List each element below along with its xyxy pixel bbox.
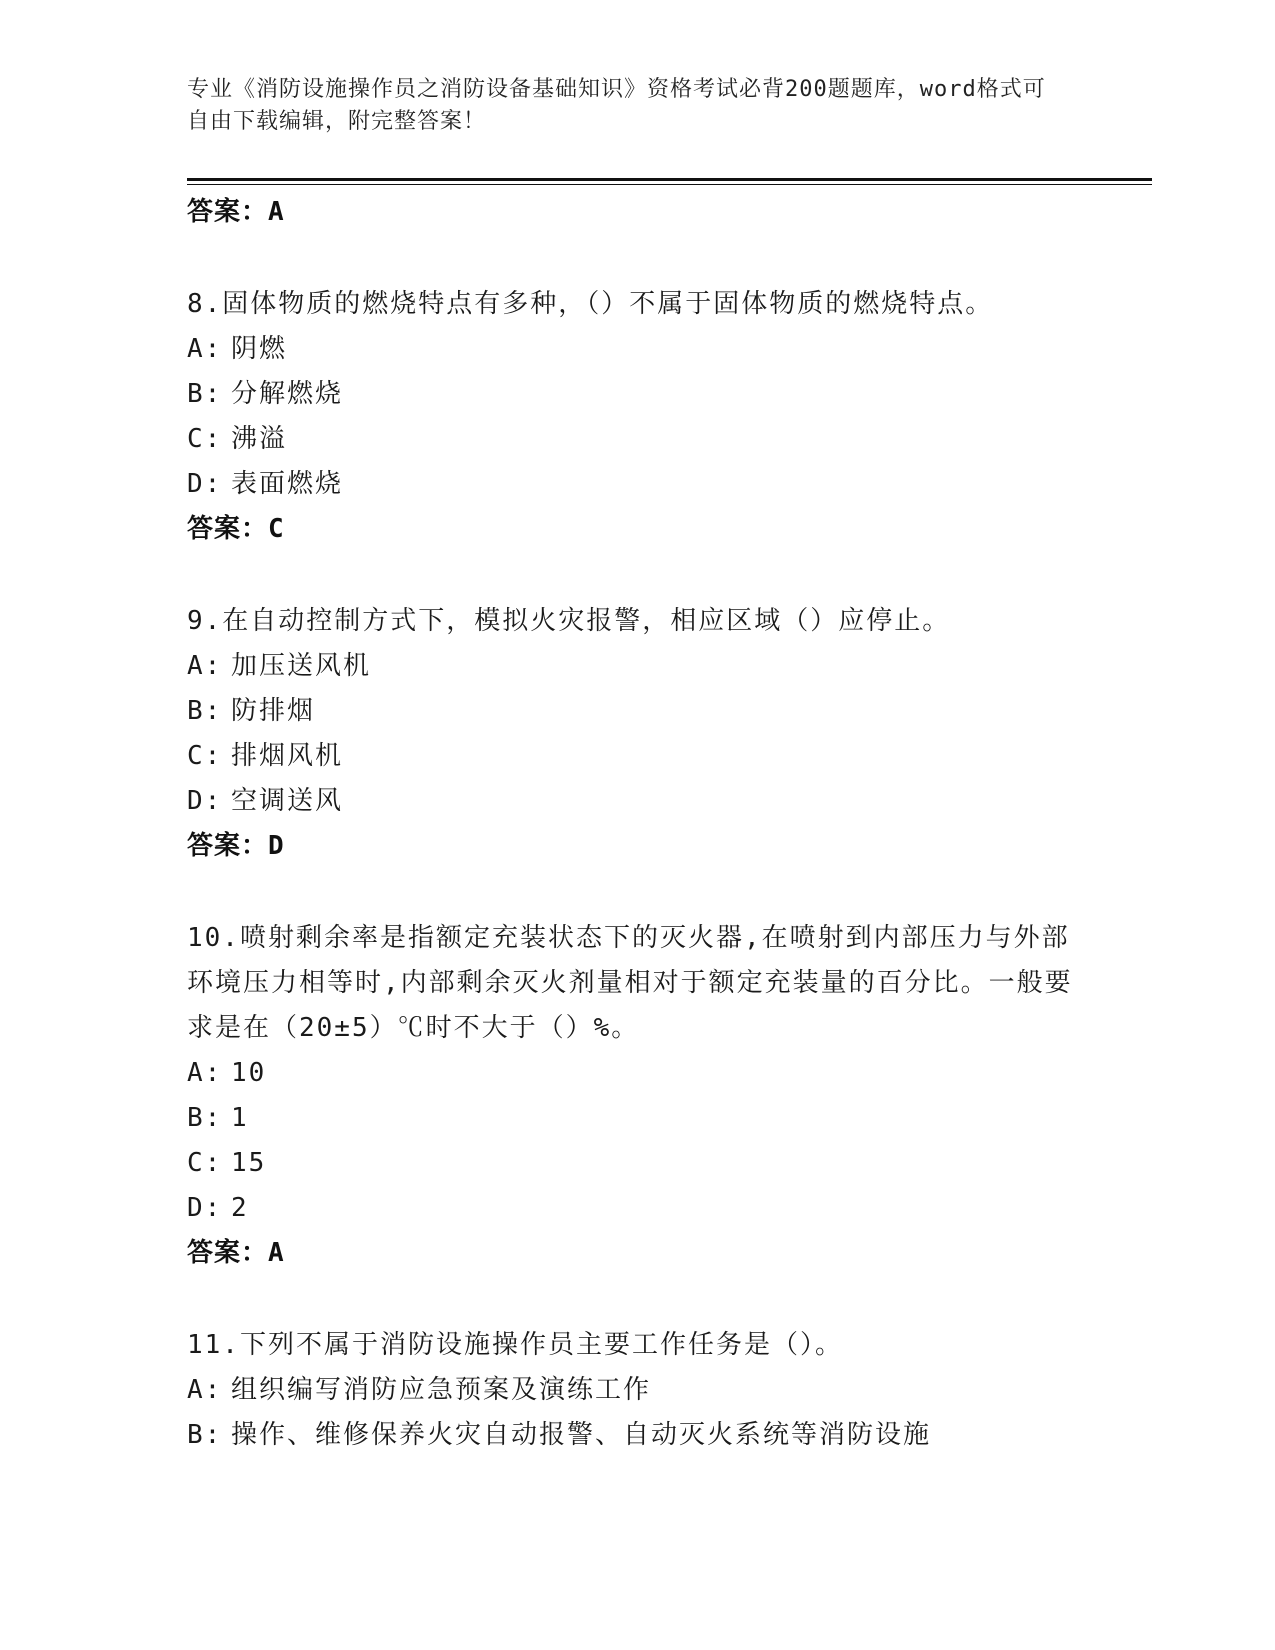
question-8 [187, 282, 1087, 551]
header-rule-thick [187, 178, 1152, 181]
option-a [187, 1051, 1087, 1096]
option-text: 排烟风机 [231, 741, 344, 771]
option-c [187, 1141, 1087, 1186]
question-9 [187, 599, 1087, 868]
option-d [187, 779, 1087, 824]
option-c [187, 734, 1087, 779]
option-text: 表面燃烧 [231, 469, 344, 499]
answer-line: 答案：C [187, 514, 285, 544]
answer-line: 答案：A [187, 1238, 285, 1268]
option-letter: D: [187, 469, 223, 499]
option-letter: A: [187, 1375, 223, 1405]
option-text: 15 [231, 1148, 267, 1178]
question-text: 11.下列不属于消防设施操作员主要工作任务是（）。 [187, 1330, 843, 1360]
option-b [187, 1096, 1087, 1141]
question-text: 10.喷射剩余率是指额定充装状态下的灭火器,在喷射到内部压力与外部环境压力相等时,内部剩余灭火剂量相对于额定充装量的百分比。一般要求是在（20±5）℃时不大于（）%。 [187, 923, 1073, 1043]
option-letter: C: [187, 424, 223, 454]
option-text: 阴燃 [231, 334, 288, 364]
option-text: 10 [231, 1058, 267, 1088]
answer-line: 答案：D [187, 831, 285, 861]
option-letter: D: [187, 1193, 223, 1223]
option-b [187, 1413, 1087, 1458]
option-text: 2 [231, 1193, 249, 1223]
option-a [187, 644, 1087, 689]
option-text: 沸溢 [231, 424, 288, 454]
option-text: 操作、维修保养火灾自动报警、自动灭火系统等消防设施 [231, 1420, 932, 1450]
question-text: 8.固体物质的燃烧特点有多种，（）不属于固体物质的燃烧特点。 [187, 289, 994, 319]
option-text: 防排烟 [231, 696, 316, 726]
option-letter: C: [187, 741, 223, 771]
option-c [187, 417, 1087, 462]
option-letter: B: [187, 379, 223, 409]
option-letter: A: [187, 651, 223, 681]
option-b [187, 689, 1087, 734]
option-letter: B: [187, 696, 223, 726]
question-11 [187, 1323, 1087, 1458]
option-letter: C: [187, 1148, 223, 1178]
option-a [187, 1368, 1087, 1413]
header-rule-thin [187, 184, 1152, 185]
option-letter: A: [187, 334, 223, 364]
option-letter: D: [187, 786, 223, 816]
document-header: 专业《消防设施操作员之消防设备基础知识》资格考试必背200题题库，word格式可自由下载编辑，附完整答案！ [187, 77, 1046, 134]
option-letter: B: [187, 1420, 223, 1450]
document-content [187, 190, 1087, 1506]
answer-line: 答案：A [187, 197, 285, 227]
question-10 [187, 916, 1087, 1275]
option-letter: B: [187, 1103, 223, 1133]
option-text: 组织编写消防应急预案及演练工作 [231, 1375, 652, 1405]
option-b [187, 372, 1087, 417]
option-d [187, 462, 1087, 507]
option-d [187, 1186, 1087, 1231]
option-letter: A: [187, 1058, 223, 1088]
question-text: 9.在自动控制方式下，模拟火灾报警，相应区域（）应停止。 [187, 606, 951, 636]
option-text: 分解燃烧 [231, 379, 344, 409]
option-text: 空调送风 [231, 786, 344, 816]
option-text: 1 [231, 1103, 249, 1133]
option-text: 加压送风机 [231, 651, 372, 681]
option-a [187, 327, 1087, 372]
